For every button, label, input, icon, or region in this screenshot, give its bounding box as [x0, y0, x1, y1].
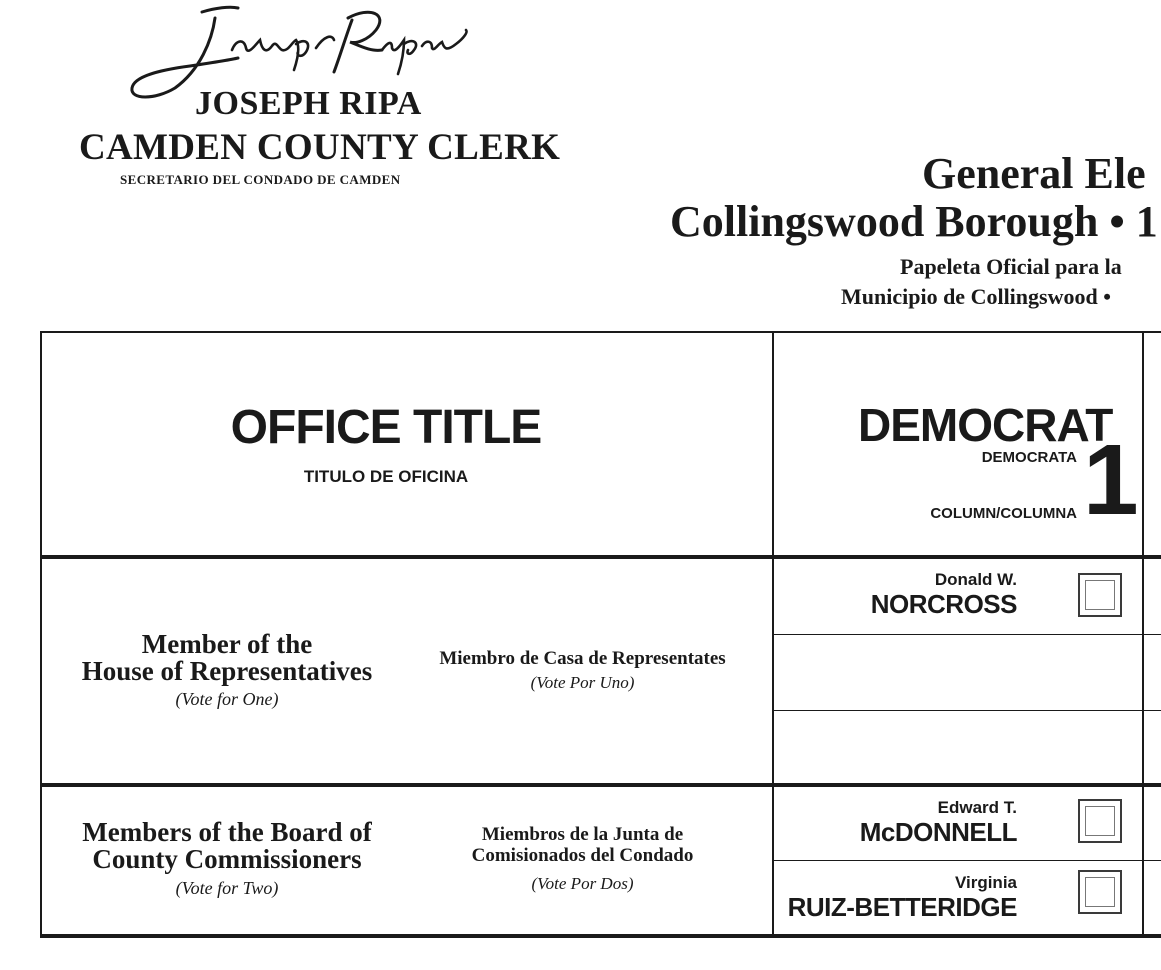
office-title-spanish-line: Miembros de la Junta de	[481, 824, 684, 845]
office-title-line: Member of the	[141, 629, 313, 659]
office-title-spanish-line: Comisionados del Condado	[471, 845, 694, 866]
party-name: DEMOCRAT	[858, 399, 1113, 451]
candidate-first-name: Virginia	[954, 873, 1017, 892]
office-title	[42, 819, 412, 873]
office-title-line: Members of the Board of	[82, 817, 372, 847]
grid-row-divider	[772, 710, 1161, 711]
election-municipality-spanish: Municipio de Collingswood •	[841, 284, 1111, 309]
party-column-number: 1	[1083, 424, 1139, 536]
election-municipality: Collingswood Borough • 1	[670, 197, 1158, 246]
clerk-title: CAMDEN COUNTY CLERK	[79, 127, 561, 168]
candidate-first-name: Donald W.	[934, 570, 1017, 589]
candidate-last-name: McDONNELL	[859, 817, 1017, 847]
grid-office1-bottom	[40, 783, 1161, 787]
office-title-heading-spanish: TITULO DE OFICINA	[303, 467, 469, 486]
office-title-spanish	[415, 824, 750, 866]
vote-checkbox[interactable]	[1078, 870, 1122, 914]
candidate-first-name: Edward T.	[937, 798, 1017, 817]
office-vote-for-spanish: (Vote Por Dos)	[531, 874, 634, 893]
grid-top-border	[40, 331, 1161, 333]
party-name-spanish: DEMOCRATA	[981, 449, 1077, 466]
clerk-name: JOSEPH RIPA	[195, 85, 422, 122]
office-title	[42, 631, 412, 685]
candidate-last-name: RUIZ-BETTERIDGE	[787, 892, 1017, 922]
grid-row-divider	[772, 860, 1161, 861]
office-title-spanish: Miembro de Casa de Representates	[439, 648, 726, 669]
election-title-spanish: Papeleta Oficial para la	[900, 254, 1122, 279]
grid-bottom-border	[40, 934, 1161, 938]
party-column-label: COLUMN/COLUMNA	[930, 505, 1077, 522]
grid-header-bottom	[40, 555, 1161, 559]
office-title-line: House of Representatives	[81, 656, 373, 686]
grid-row-divider	[772, 634, 1161, 635]
candidate-last-name: NORCROSS	[870, 589, 1017, 619]
vote-checkbox[interactable]	[1078, 573, 1122, 617]
office-vote-for: (Vote for Two)	[175, 878, 279, 898]
office-vote-for-spanish: (Vote Por Uno)	[530, 673, 635, 692]
vote-checkbox[interactable]	[1078, 799, 1122, 843]
clerk-title-spanish: SECRETARIO DEL CONDADO DE CAMDEN	[120, 172, 401, 187]
office-vote-for: (Vote for One)	[175, 689, 279, 709]
office-title-line: County Commissioners	[92, 844, 362, 874]
office-title-heading: OFFICE TITLE	[230, 401, 542, 454]
election-title: General Ele	[922, 149, 1146, 198]
